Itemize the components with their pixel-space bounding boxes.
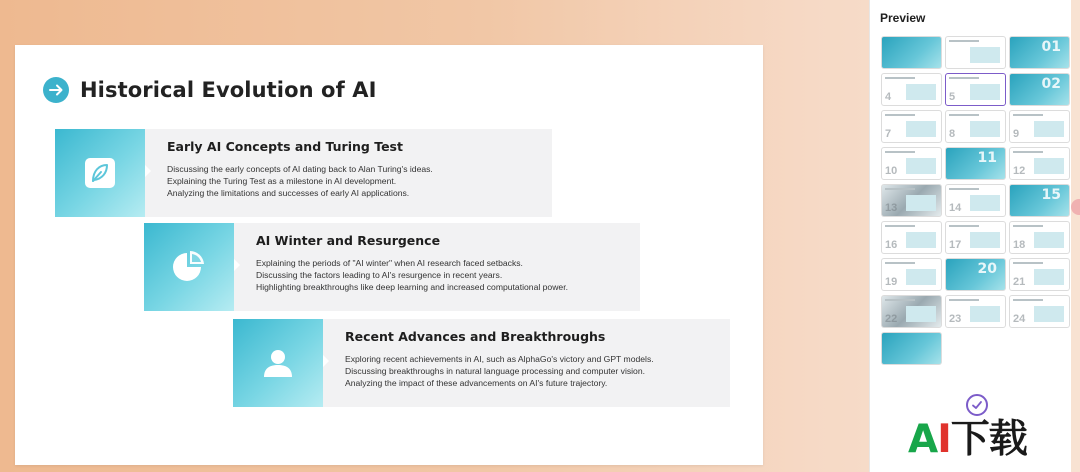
thumbnail-content-block [906, 306, 936, 322]
slide-thumbnail[interactable] [1009, 36, 1070, 69]
thumbnail-title-bar [885, 299, 915, 301]
confirm-check-button[interactable] [966, 394, 988, 416]
card-icon-tile [55, 129, 145, 217]
user-icon [261, 346, 295, 380]
thumbnail-content-block [970, 121, 1000, 137]
slide-thumbnail[interactable] [881, 184, 942, 217]
slide-thumbnail[interactable] [881, 258, 942, 291]
thumbnail-number: 5 [949, 91, 956, 103]
thumbnail-number: 10 [885, 165, 898, 177]
slide-thumbnail[interactable] [881, 295, 942, 328]
thumbnail-title-bar [1013, 225, 1043, 227]
card-icon-tile [233, 319, 323, 407]
slide-thumbnail[interactable] [945, 184, 1006, 217]
slide-thumbnail[interactable] [945, 221, 1006, 254]
thumbnail-title-bar [885, 77, 915, 79]
thumbnail-title-bar [949, 77, 979, 79]
thumbnail-number: 16 [885, 239, 898, 251]
slide-thumbnail[interactable] [1009, 258, 1070, 291]
thumbnail-content-block [970, 232, 1000, 248]
card-line: Discussing the early concepts of AI dating back to Alan Turing's ideas. [167, 164, 433, 174]
card-heading[interactable]: AI Winter and Resurgence [256, 233, 441, 248]
thumbnail-number: 22 [885, 313, 898, 325]
thumbnail-number: 02 [1041, 76, 1061, 92]
check-icon [971, 399, 983, 411]
card-line: Explaining the periods of "AI winter" when AI research faced setbacks. [256, 258, 523, 268]
slide-thumbnail[interactable] [945, 73, 1006, 106]
slide-thumbnail[interactable] [945, 36, 1006, 69]
thumbnail-title-bar [885, 114, 915, 116]
thumbnail-number: 23 [949, 313, 962, 325]
thumbnail-content-block [970, 306, 1000, 322]
thumbnail-content-block [906, 121, 936, 137]
thumbnail-title-bar [885, 225, 915, 227]
thumbnail-title-bar [949, 225, 979, 227]
panel-toggle-handle[interactable] [1071, 199, 1080, 215]
watermark-letter-a: A [908, 417, 938, 462]
slide-thumbnail[interactable] [881, 332, 942, 365]
thumbnail-title-bar [949, 188, 979, 190]
leaf-icon [84, 157, 116, 189]
card-line: Highlighting breakthroughs like deep learning and increased computational power. [256, 282, 568, 292]
preview-panel [869, 0, 1071, 472]
thumbnail-content-block [1034, 121, 1064, 137]
slide-thumbnail[interactable] [1009, 147, 1070, 180]
slide-thumbnail[interactable] [1009, 73, 1070, 106]
thumbnail-content-block [906, 269, 936, 285]
slide-thumbnail[interactable] [1009, 221, 1070, 254]
card-ai-winter[interactable] [144, 223, 640, 311]
thumbnail-content-block [906, 158, 936, 174]
slide-thumbnail[interactable] [1009, 295, 1070, 328]
slide-thumbnail[interactable] [1009, 184, 1070, 217]
card-body [323, 319, 730, 407]
thumbnail-title-bar [885, 151, 915, 153]
thumbnail-number: 18 [1013, 239, 1026, 251]
card-line: Explaining the Turing Test as a milestone in AI development. [167, 176, 397, 186]
card-line: Analyzing the limitations and successes of early AI applications. [167, 188, 410, 198]
slide-title-row [43, 77, 377, 103]
slide-thumbnail[interactable] [1009, 110, 1070, 143]
slide-canvas[interactable] [15, 45, 763, 465]
card-line: Discussing breakthroughs in natural language processing and computer vision. [345, 366, 646, 376]
thumbnail-title-bar [949, 40, 979, 42]
thumbnail-title-bar [1013, 299, 1043, 301]
thumbnail-content-block [970, 195, 1000, 211]
thumbnail-number: 24 [1013, 313, 1026, 325]
thumbnail-grid [881, 36, 1071, 365]
slide-thumbnail[interactable] [881, 36, 942, 69]
card-early-ai[interactable] [55, 129, 552, 217]
watermark-logo [908, 417, 1027, 462]
thumbnail-number: 12 [1013, 165, 1026, 177]
watermark-text: 下载 [950, 417, 1027, 462]
thumbnail-title-bar [949, 299, 979, 301]
card-body [234, 223, 640, 311]
thumbnail-number: 14 [949, 202, 962, 214]
arrow-right-icon [43, 77, 69, 103]
slide-thumbnail[interactable] [881, 147, 942, 180]
card-recent-advances[interactable] [233, 319, 730, 407]
pie-chart-icon [171, 249, 207, 285]
card-line: Analyzing the impact of these advancements on AI's future trajectory. [345, 378, 608, 388]
thumbnail-content-block [970, 47, 1000, 63]
thumbnail-number: 20 [977, 261, 997, 277]
preview-title: Preview [880, 11, 926, 25]
thumbnail-title-bar [1013, 114, 1043, 116]
thumbnail-number: 01 [1041, 39, 1061, 55]
slide-thumbnail[interactable] [945, 110, 1006, 143]
thumbnail-content-block [1034, 306, 1064, 322]
thumbnail-number: 11 [977, 150, 997, 166]
card-body [145, 129, 552, 217]
card-line: Discussing the factors leading to AI's resurgence in recent years. [256, 270, 503, 280]
card-icon-tile [144, 223, 234, 311]
thumbnail-title-bar [885, 188, 915, 190]
thumbnail-title-bar [949, 114, 979, 116]
thumbnail-title-bar [1013, 262, 1043, 264]
thumbnail-number: 4 [885, 91, 892, 103]
thumbnail-number: 15 [1041, 187, 1061, 203]
thumbnail-title-bar [885, 262, 915, 264]
card-heading[interactable]: Recent Advances and Breakthroughs [345, 329, 606, 344]
slide-thumbnail[interactable] [945, 258, 1006, 291]
thumbnail-number: 13 [885, 202, 898, 214]
thumbnail-content-block [906, 195, 936, 211]
slide-thumbnail[interactable] [945, 147, 1006, 180]
thumbnail-number: 17 [949, 239, 962, 251]
card-heading[interactable]: Early AI Concepts and Turing Test [167, 139, 403, 154]
thumbnail-content-block [970, 84, 1000, 100]
slide-thumbnail[interactable] [881, 73, 942, 106]
thumbnail-title-bar [1013, 151, 1043, 153]
thumbnail-number: 9 [1013, 128, 1020, 140]
thumbnail-content-block [1034, 232, 1064, 248]
slide-thumbnail[interactable] [881, 221, 942, 254]
slide-title[interactable]: Historical Evolution of AI [80, 78, 377, 102]
thumbnail-content-block [1034, 158, 1064, 174]
slide-thumbnail[interactable] [881, 110, 942, 143]
thumbnail-content-block [1034, 269, 1064, 285]
thumbnail-number: 8 [949, 128, 956, 140]
thumbnail-number: 7 [885, 128, 892, 140]
slide-thumbnail[interactable] [945, 295, 1006, 328]
thumbnail-content-block [906, 84, 936, 100]
card-line: Exploring recent achievements in AI, such as AlphaGo's victory and GPT models. [345, 354, 654, 364]
thumbnail-number: 19 [885, 276, 898, 288]
thumbnail-number: 21 [1013, 276, 1026, 288]
thumbnail-content-block [906, 232, 936, 248]
watermark-letter-i: I [937, 417, 951, 462]
